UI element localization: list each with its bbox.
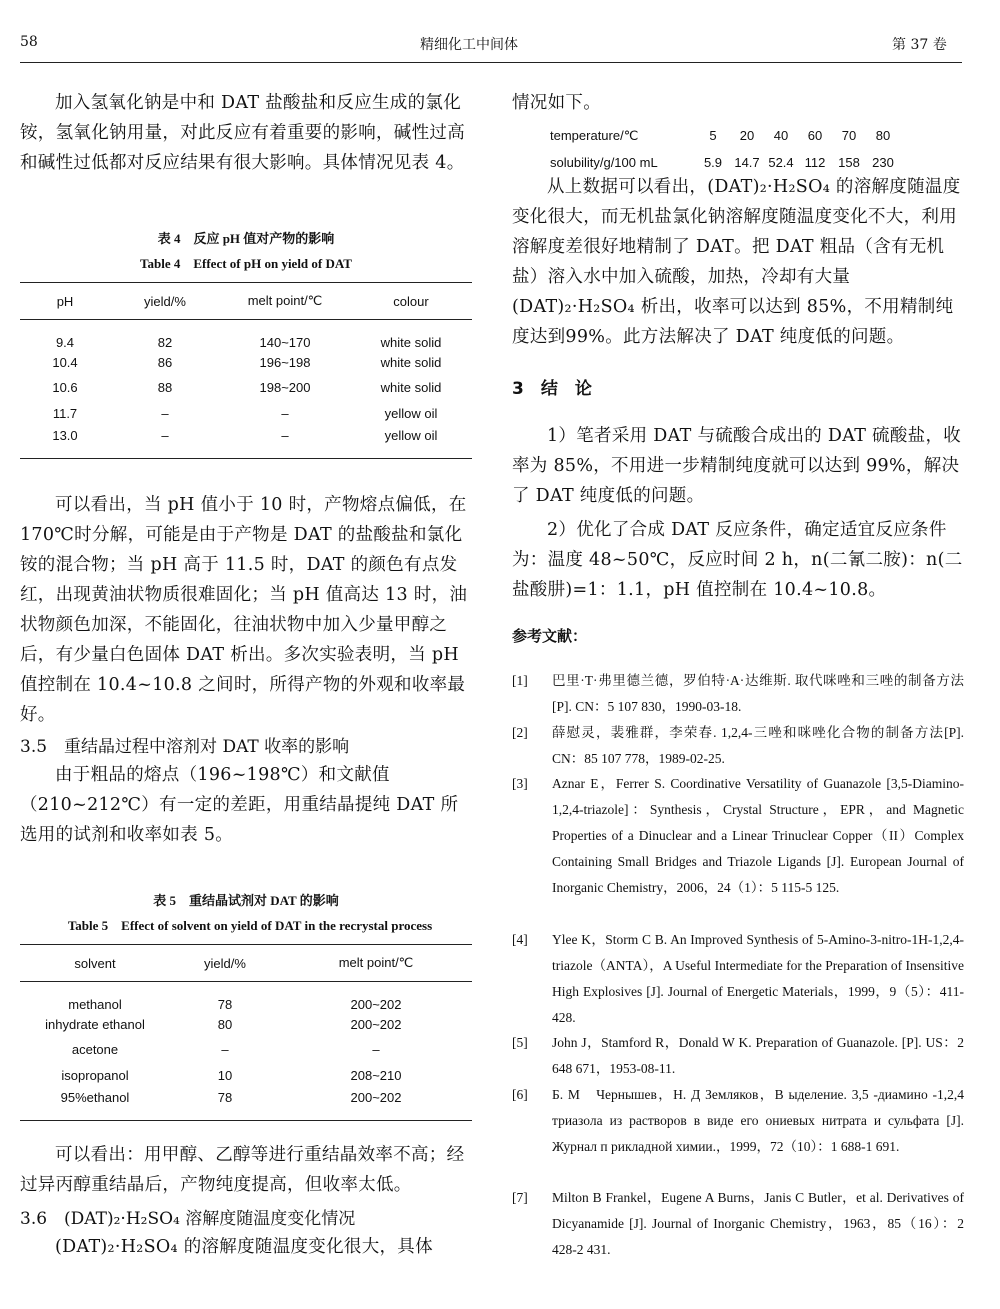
table-cell: – [281,405,289,421]
table-cell: 86 [157,354,173,370]
table-cell: – [281,428,289,443]
table-header-row [20,283,472,320]
reference-text: 巴里·T·弗里德兰德，罗伯特·A·达维斯. 取代咪唑和三唑的制备方法[P]. CN：5 107 830，1990-03-18. [552,673,964,714]
right-column [512,88,964,118]
value: 20 [739,128,755,143]
value: 70 [841,128,857,143]
reference-number: [3] [512,776,528,791]
paragraph: 可以看出：用甲醇、乙醇等进行重结晶效率不高；经过异丙醇重结晶后，产物纯度提高，但收率太低。 [20,1145,465,1195]
references-title: 参考文献： [512,627,588,645]
table-cell: 10 [217,1067,233,1083]
reference-item [512,1082,964,1160]
table-row [20,1012,472,1038]
paragraph: 由于粗品的熔点（196~198℃）和文献值（210~212℃）有一定的差距，用重结晶提纯 DAT 所选用的试剂和收率如表 5。 [20,765,459,845]
reference-item [512,1185,964,1263]
table-row [20,1037,472,1063]
value: 158 [838,155,860,170]
reference-number: [2] [512,725,528,740]
column-header: yield/% [204,955,246,971]
reference-text: Ylee K，Storm C B. An Improved Synthesis of 5-Amino-3-nitro-1H-1,2,4-triazole（ANTA），A Useful Intermediate for the Preparation of Insensitive High Explosives [J]. Journal of Energetic Materials，1999，9（5）：411-428. [552,932,964,1025]
table-cell: yellow oil [384,428,438,443]
reference-item [512,720,964,772]
table-cell: 10.6 [52,380,78,396]
table-cell: 80 [217,1016,233,1032]
table5-caption-en: Table 5 Effect of solvent on yield of DAT in the recrystal process [67,918,433,933]
section-heading: 3 结 论 [512,379,592,399]
table-cell: inhydrate ethanol [45,1016,145,1032]
table4 [20,282,472,459]
value: 230 [872,155,894,170]
table-cell: yellow oil [384,405,438,421]
table-row [20,375,472,401]
reference-text: 薛慰灵，裴雅群，李荣春. 1,2,4-三唑和咪唑化合物的制备方法[P]. CN：85 107 778，1989-02-25. [552,725,964,766]
table-cell: white solid [380,334,442,350]
reference-item [512,927,964,1031]
table-cell: 9.4 [55,334,75,350]
reference-item [512,1030,964,1082]
table-cell: 78 [217,996,233,1012]
reference-text: Aznar E，Ferrer S. Coordinative Versatility of Guanazole [3,5-Diamino-1,2,4-triazole]：Synthesis，Crystal Structure，EPR，and Magnetic Properties of a Dinuclear and a Linear Trinuclear Copper（II）Complex Containing Small Bridges and Triazole Ligands [J]. European Journal of Inorganic Chemistry，2006，24（1）：5 115-5 125. [552,776,964,895]
section-heading: 3.5 重结晶过程中溶剂对 DAT 收率的影响 [20,737,350,757]
table-row [20,1063,472,1089]
column-header: solvent [74,955,116,971]
table-row [20,350,472,376]
table-cell: 198~200 [259,380,311,396]
table-row [20,426,472,458]
table-cell: 11.7 [52,405,78,421]
paragraph: 可以看出，当 pH 值小于 10 时，产物熔点偏低，在 170℃时分解，可能是由于产物是 DAT 的盐酸盐和氯化铵的混合物；当 pH 高于 11.5 时，DAT 的颜色有点发红，出现黄油状物质很难固化；当 pH 值高达 13 时，油状物颜色加深，不能固化，往油状物中加入少量甲醇之后，有少量白色固体 DAT 析出。多次实验表明，当 pH 值控制在 10.4~10.8 之间时，所得产物的外观和收率最好。 [20,495,468,725]
value: 5.9 [703,155,723,170]
table4-caption-en: Table 4 Effect of pH on yield of DAT [140,256,352,271]
reference-number: [4] [512,932,528,947]
reference-text: Б. М Чернышев，Н. Д Земляков，В ыделение. 3,5 -диамино -1,2,4 триазола из растворов в виде его ониевых нитрата и сульфата [J]. Журнал п рикладной химии.，1999，72（10）：1 688-1 691. [552,1087,964,1154]
value: 112 [804,155,826,170]
table-cell: – [372,1042,380,1058]
table-cell: 208~210 [350,1067,402,1083]
journal-title: 精细化工中间体 [420,37,518,53]
table-cell: isopropanol [61,1067,129,1083]
table-cell: 82 [157,334,173,350]
value: 5 [709,128,717,143]
conclusion-item: 2）优化了合成 DAT 反应条件，确定适宜反应条件为：温度 48~50℃，反应时间 2 h，n(二氰二胺)：n(二盐酸肼)=1：1.1，pH 值控制在 10.4~10.8。 [512,520,963,600]
table-cell: 200~202 [350,996,402,1012]
row-label: solubility/g/100 mL [550,155,658,170]
table-cell: acetone [71,1042,119,1058]
table-cell: 140~170 [259,334,311,350]
header-rule [20,62,962,63]
temperature-row [550,122,964,149]
table-cell: – [161,428,169,443]
reference-text: John J，Stamford R，Donald W K. Preparation of Guanazole. [P]. US：2 648 671，1953-08-11. [552,1035,964,1076]
reference-number: [6] [512,1087,528,1102]
value: 52.4 [768,155,794,170]
left-column-bottom [20,1140,472,1262]
table-row [20,1088,472,1120]
column-header: pH [56,293,74,309]
table-cell: 88 [157,380,173,396]
column-header: yield/% [144,293,186,309]
table-cell: 95%ethanol [60,1090,130,1105]
left-column-body [20,490,472,850]
table-cell: – [161,405,169,421]
column-header: melt point/℃ [338,955,414,970]
table-cell: – [221,1042,229,1058]
reference-number: [5] [512,1035,528,1050]
table-cell: methanol [68,996,122,1012]
value: 14.7 [734,155,760,170]
table5 [20,944,472,1121]
paragraph: (DAT)₂·H₂SO₄ 的溶解度随温度变化很大，具体 [55,1237,433,1257]
column-header: colour [393,293,429,309]
value: 60 [807,128,823,143]
value: 40 [773,128,789,143]
right-column-body [512,172,964,646]
reference-number: [7] [512,1190,528,1205]
paragraph: 加入氢氧化钠是中和 DAT 盐酸盐和反应生成的氯化铵，氢氧化钠用量，对此反应有着重要的影响，碱性过高和碱性过低都对反应结果有很大影响。具体情况见表 4。 [20,93,465,173]
solubility-data [550,122,964,176]
value: 80 [875,128,891,143]
page-number: 58 [20,34,38,50]
reference-item [512,771,964,901]
reference-item [512,668,964,720]
table-cell: 200~202 [350,1090,402,1105]
table5-caption-cn: 表 5 重结晶试剂对 DAT 的影响 [153,893,339,908]
volume-label: 第 37 卷 [892,37,947,53]
paragraph: 从上数据可以看出，(DAT)₂·H₂SO₄ 的溶解度随温度变化很大，而无机盐氯化钠溶解度随温度变化不大，利用溶解度差很好地精制了 DAT。把 DAT 粗品（含有无机盐）溶入水中加入硫酸，加热，冷却有大量 (DAT)₂·H₂SO₄ 析出，收率可以达到 85%，不用精制纯度达到99%。此方法解决了 DAT 纯度低的问题。 [512,177,961,347]
left-column [20,88,472,178]
table-cell: 196~198 [259,354,311,370]
table-cell: white solid [380,354,442,370]
row-label: temperature/℃ [550,127,639,143]
paragraph: 情况如下。 [512,93,601,113]
reference-text: Milton B Frankel，Eugene A Burns，Janis C Butler，et al. Derivatives of Dicyanamide [J]. Journal of Inorganic Chemistry，1963，85（16）：2 428-2 431. [552,1190,964,1257]
table-row [20,982,472,1012]
conclusion-item: 1）笔者采用 DAT 与硫酸合成出的 DAT 硫酸盐，收率为 85%，不用进一步精制纯度就可以达到 99%，解决了 DAT 纯度低的问题。 [512,426,962,506]
table-cell: white solid [380,380,442,396]
table-cell: 200~202 [350,1016,402,1032]
table-cell: 10.4 [52,354,78,370]
table-row [20,320,472,350]
section-heading: 3.6 (DAT)₂·H₂SO₄ 溶解度随温度变化情况 [20,1209,356,1229]
reference-number: [1] [512,673,528,688]
column-header: melt point/℃ [247,293,323,308]
table-cell: 78 [217,1090,233,1105]
table4-caption-cn: 表 4 反应 pH 值对产物的影响 [157,231,335,246]
table-row [20,401,472,427]
table-header-row [20,945,472,982]
table-cell: 13.0 [52,428,78,443]
